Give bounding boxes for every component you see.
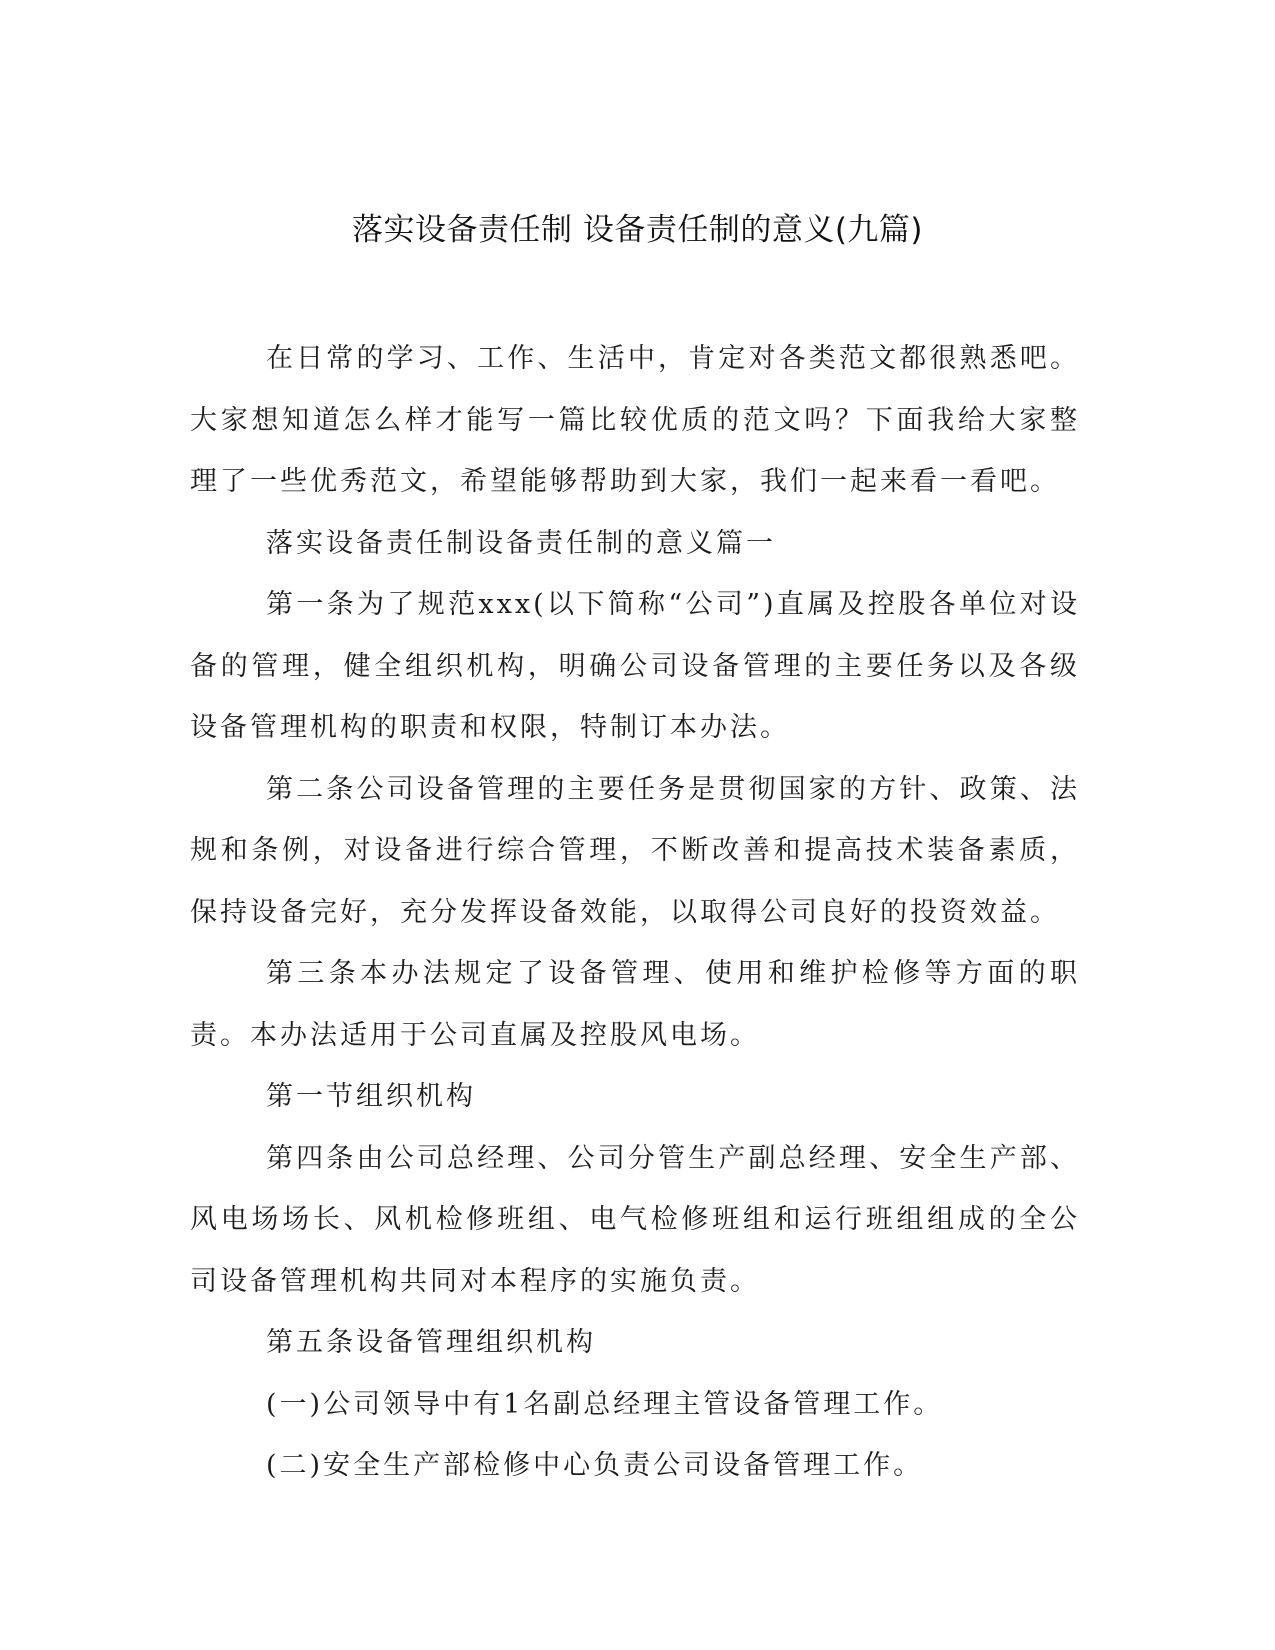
- section-heading: 第一节组织机构: [266, 1081, 476, 1112]
- article-paragraph: 第二条公司设备管理的主要任务是贯彻国家的方针、政策、法规和条例，对设备进行综合管理，不断改善和提高技术装备素质，保持设备完好，充分发挥设备效能，以取得公司良好的投资效益。: [190, 773, 1080, 928]
- list-item: (二)安全生产部检修中心负责公司设备管理工作。: [266, 1450, 924, 1481]
- article-paragraph: 第四条由公司总经理、公司分管生产副总经理、安全生产部、风电场场长、风机检修班组、电气检修班组和运行班组组成的全公司设备管理机构共同对本程序的实施负责。: [190, 1142, 1080, 1297]
- document-title: 落实设备责任制 设备责任制的意义(九篇): [351, 212, 924, 248]
- article-paragraph: 第五条设备管理组织机构: [266, 1327, 596, 1358]
- article-paragraph: 第三条本办法规定了设备管理、使用和维护检修等方面的职责。本办法适用于公司直属及控股风电场。: [190, 958, 1080, 1051]
- intro-paragraph: 在日常的学习、工作、生活中，肯定对各类范文都很熟悉吧。大家想知道怎么样才能写一篇比较优质的范文吗？下面我给大家整理了一些优秀范文，希望能够帮助到大家，我们一起来看一看吧。: [190, 343, 1080, 497]
- document-body: [190, 328, 1080, 1497]
- article-paragraph: 第一条为了规范xxx(以下简称“公司”)直属及控股各单位对设备的管理，健全组织机构，明确公司设备管理的主要任务以及各级设备管理机构的职责和权限，特制订本办法。: [190, 589, 1080, 743]
- section-heading: 落实设备责任制设备责任制的意义篇一: [266, 527, 776, 559]
- list-item: (一)公司领导中有1名副总经理主管设备管理工作。: [266, 1388, 944, 1420]
